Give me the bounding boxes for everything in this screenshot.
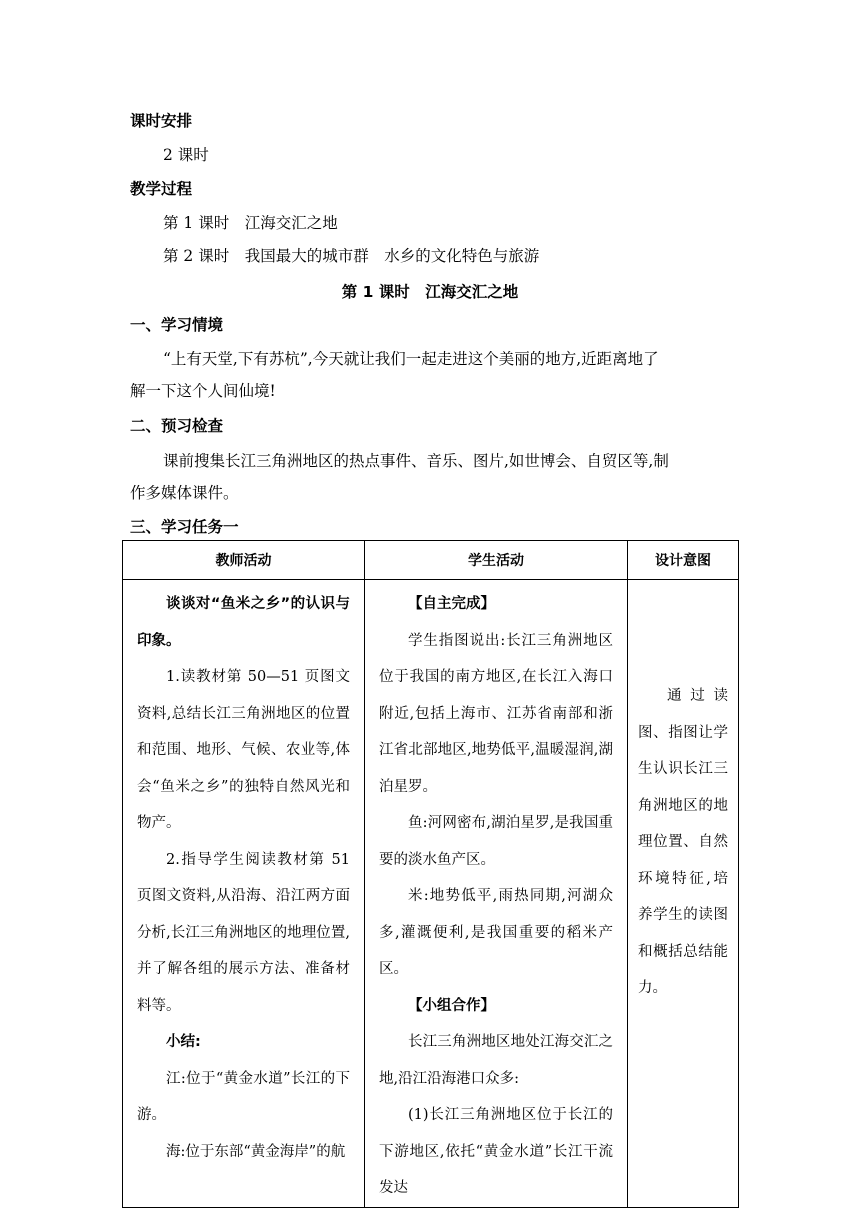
student-text: 米:地势低平,雨热同期,河湖众多,灌溉便利,是我国重要的稻米产区。 (379, 888, 613, 977)
paragraph-line: 作多媒体课件。 (130, 484, 239, 502)
student-text: 鱼:河网密布,湖泊星罗,是我国重要的淡水鱼产区。 (379, 815, 613, 868)
student-text: 学生指图说出:长江三角洲地区位于我国的南方地区,在长江入海口附近,包括上海市、江苏省南部和浙江省北部地区,地势低平,温暖湿润,湖泊星罗。 (379, 632, 613, 795)
column-header: 教师活动 (123, 541, 365, 580)
process-item: 第 1 课时 江海交汇之地 (163, 214, 338, 232)
process-heading: 教学过程 (130, 180, 193, 198)
table-row (123, 580, 739, 1208)
teacher-step: 1.读教材第 50—51 页图文资料,总结长江三角洲地区的位置和范围、地形、气候、农业等,体会“鱼米之乡”的独特自然风光和物产。 (137, 669, 350, 831)
column-header: 设计意图 (628, 541, 739, 580)
teacher-step: 2.指导学生阅读教材第 51 页图文资料,从沿海、沿江两方面分析,长江三角洲地区的地理位置,并了解各组的展示方法、准备材料等。 (137, 851, 350, 1014)
summary-item: 江:位于“黄金水道”长江的下游。 (137, 1070, 350, 1123)
schedule-value: 2 课时 (163, 146, 209, 164)
design-intent-cell (628, 580, 739, 1208)
summary-label: 小结: (166, 1034, 201, 1050)
teacher-topic: 谈谈对“鱼米之乡”的认识与印象。 (137, 596, 350, 649)
paragraph-line: 课前搜集长江三角洲地区的热点事件、音乐、图片,如世博会、自贸区等,制 (163, 452, 669, 470)
section-heading: 一、学习情境 (130, 316, 224, 334)
student-task-label: 【自主完成】 (408, 596, 495, 612)
teacher-activity-cell (123, 580, 365, 1208)
table-header-row (123, 541, 739, 580)
section-heading: 三、学习任务一 (130, 518, 239, 536)
design-intent-text: 通过读图、指图让学生认识长江三角洲地区的地理位置、自然环境特征,培养学生的读图和概括总结能力。 (638, 688, 728, 996)
column-header: 学生活动 (365, 541, 628, 580)
section-heading: 二、预习检查 (130, 417, 224, 435)
process-item: 第 2 课时 我国最大的城市群 水乡的文化特色与旅游 (163, 247, 540, 265)
student-activity-cell (365, 580, 628, 1208)
student-text: (1)长江三角洲地区位于长江的下游地区,依托“黄金水道”长江干流发达 (379, 1107, 613, 1196)
schedule-heading: 课时安排 (130, 112, 193, 130)
activity-table (122, 540, 739, 1208)
student-text: 长江三角洲地区地处江海交汇之地,沿江沿海港口众多: (379, 1034, 613, 1087)
lesson-title: 第 1 课时 江海交汇之地 (341, 283, 519, 301)
paragraph-line: “上有天堂,下有苏杭”,今天就让我们一起走进这个美丽的地方,近距离地了 (163, 350, 659, 368)
student-task-label: 【小组合作】 (408, 997, 495, 1014)
summary-item: 海:位于东部“黄金海岸”的航 (166, 1143, 346, 1160)
paragraph-line: 解一下这个人间仙境! (130, 382, 276, 400)
